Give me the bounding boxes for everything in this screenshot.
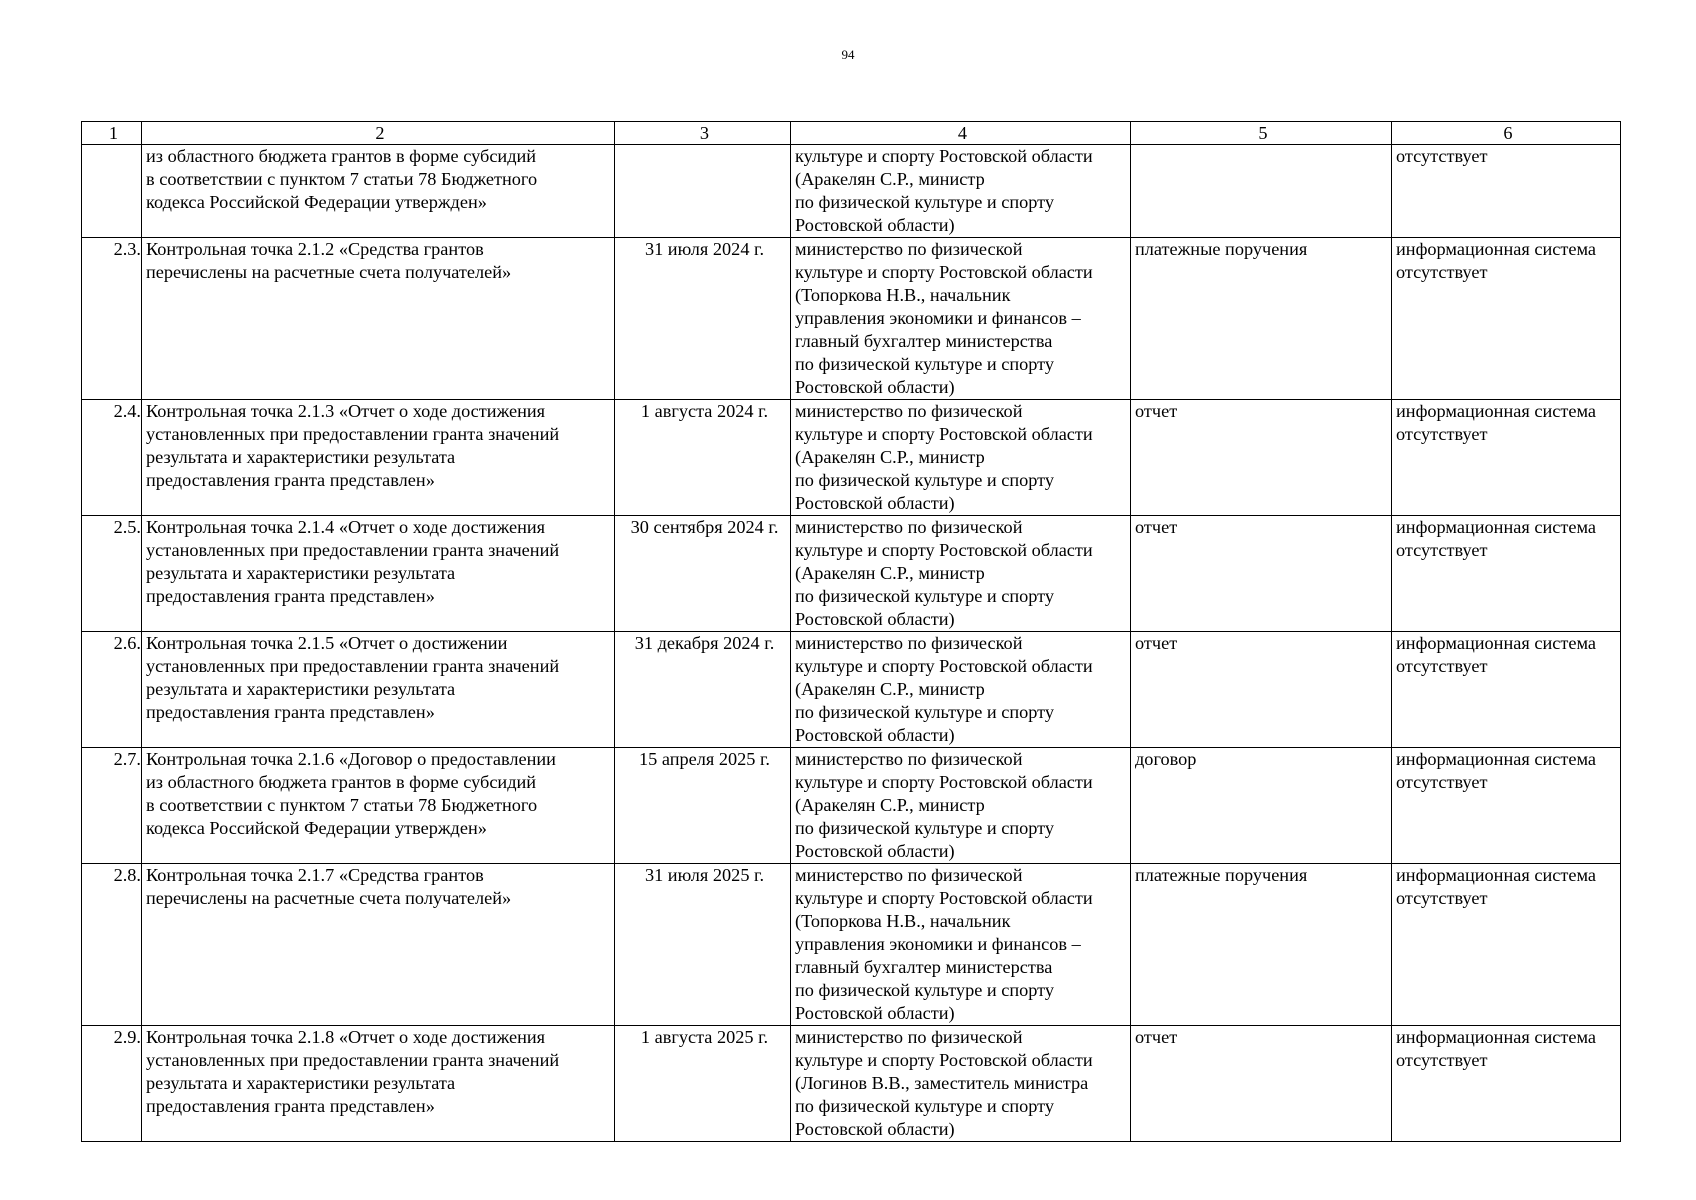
system-cell: отсутствует: [1392, 145, 1621, 238]
row-number: 2.6.: [82, 632, 142, 748]
document-cell: [1131, 145, 1392, 238]
responsible-cell: министерство по физической культуре и спорту Ростовской области (Аракелян С.Р., министр по физической культуре и спорту Ростовской области): [791, 400, 1131, 516]
table-row: [82, 864, 1621, 1026]
document-cell: отчет: [1131, 1026, 1392, 1142]
event-cell: Контрольная точка 2.1.5 «Отчет о достижении установленных при предоставлении гранта значений результата и характеристики результата предоставления гранта представлен»: [142, 632, 615, 748]
event-cell: Контрольная точка 2.1.3 «Отчет о ходе достижения установленных при предоставлении гранта значений результата и характеристики результата предоставления гранта представлен»: [142, 400, 615, 516]
document-cell: платежные поручения: [1131, 864, 1392, 1026]
date-cell: 31 июля 2024 г.: [615, 238, 791, 400]
control-points-table: [81, 121, 1621, 1142]
row-number: 2.7.: [82, 748, 142, 864]
responsible-cell: министерство по физической культуре и спорту Ростовской области (Аракелян С.Р., министр по физической культуре и спорту Ростовской области): [791, 748, 1131, 864]
system-cell: информационная система отсутствует: [1392, 1026, 1621, 1142]
header-col-6: 6: [1392, 122, 1621, 145]
header-col-4: 4: [791, 122, 1131, 145]
system-cell: информационная система отсутствует: [1392, 400, 1621, 516]
event-cell: Контрольная точка 2.1.7 «Средства грантов перечислены на расчетные счета получателей»: [142, 864, 615, 1026]
date-cell: 31 июля 2025 г.: [615, 864, 791, 1026]
document-cell: отчет: [1131, 632, 1392, 748]
event-cell: Контрольная точка 2.1.2 «Средства грантов перечислены на расчетные счета получателей»: [142, 238, 615, 400]
responsible-cell: министерство по физической культуре и спорту Ростовской области (Топоркова Н.В., начальник управления экономики и финансов – главный бухгалтер министерства по физической культуре и спорту Ростовской области): [791, 864, 1131, 1026]
date-cell: 15 апреля 2025 г.: [615, 748, 791, 864]
date-cell: [615, 145, 791, 238]
event-cell: Контрольная точка 2.1.6 «Договор о предоставлении из областного бюджета грантов в форме субсидий в соответствии с пунктом 7 статьи 78 Бюджетного кодекса Российской Федерации утвержден»: [142, 748, 615, 864]
page-number: 94: [841, 47, 855, 62]
header-col-1: 1: [82, 122, 142, 145]
document-cell: договор: [1131, 748, 1392, 864]
date-cell: 31 декабря 2024 г.: [615, 632, 791, 748]
document-cell: отчет: [1131, 516, 1392, 632]
table-row: [82, 400, 1621, 516]
responsible-cell: министерство по физической культуре и спорту Ростовской области (Аракелян С.Р., министр по физической культуре и спорту Ростовской области): [791, 516, 1131, 632]
system-cell: информационная система отсутствует: [1392, 864, 1621, 1026]
table-row: [82, 145, 1621, 238]
header-col-5: 5: [1131, 122, 1392, 145]
table-row: [82, 748, 1621, 864]
date-cell: 30 сентября 2024 г.: [615, 516, 791, 632]
document-cell: платежные поручения: [1131, 238, 1392, 400]
system-cell: информационная система отсутствует: [1392, 748, 1621, 864]
row-number: 2.5.: [82, 516, 142, 632]
document-cell: отчет: [1131, 400, 1392, 516]
table-row: [82, 632, 1621, 748]
system-cell: информационная система отсутствует: [1392, 632, 1621, 748]
event-cell: из областного бюджета грантов в форме субсидий в соответствии с пунктом 7 статьи 78 Бюджетного кодекса Российской Федерации утвержден»: [142, 145, 615, 238]
table-row: [82, 238, 1621, 400]
date-cell: 1 августа 2024 г.: [615, 400, 791, 516]
row-number: [82, 145, 142, 238]
table-row: [82, 1026, 1621, 1142]
table-row: [82, 516, 1621, 632]
responsible-cell: министерство по физической культуре и спорту Ростовской области (Логинов В.В., заместитель министра по физической культуре и спорту Ростовской области): [791, 1026, 1131, 1142]
row-number: 2.4.: [82, 400, 142, 516]
date-cell: 1 августа 2025 г.: [615, 1026, 791, 1142]
event-cell: Контрольная точка 2.1.4 «Отчет о ходе достижения установленных при предоставлении гранта значений результата и характеристики результата предоставления гранта представлен»: [142, 516, 615, 632]
system-cell: информационная система отсутствует: [1392, 516, 1621, 632]
system-cell: информационная система отсутствует: [1392, 238, 1621, 400]
responsible-cell: культуре и спорту Ростовской области (Аракелян С.Р., министр по физической культуре и спорту Ростовской области): [791, 145, 1131, 238]
header-row: [82, 122, 1621, 145]
header-col-2: 2: [142, 122, 615, 145]
row-number: 2.9.: [82, 1026, 142, 1142]
row-number: 2.3.: [82, 238, 142, 400]
responsible-cell: министерство по физической культуре и спорту Ростовской области (Аракелян С.Р., министр по физической культуре и спорту Ростовской области): [791, 632, 1131, 748]
responsible-cell: министерство по физической культуре и спорту Ростовской области (Топоркова Н.В., начальник управления экономики и финансов – главный бухгалтер министерства по физической культуре и спорту Ростовской области): [791, 238, 1131, 400]
header-col-3: 3: [615, 122, 791, 145]
row-number: 2.8.: [82, 864, 142, 1026]
event-cell: Контрольная точка 2.1.8 «Отчет о ходе достижения установленных при предоставлении гранта значений результата и характеристики результата предоставления гранта представлен»: [142, 1026, 615, 1142]
